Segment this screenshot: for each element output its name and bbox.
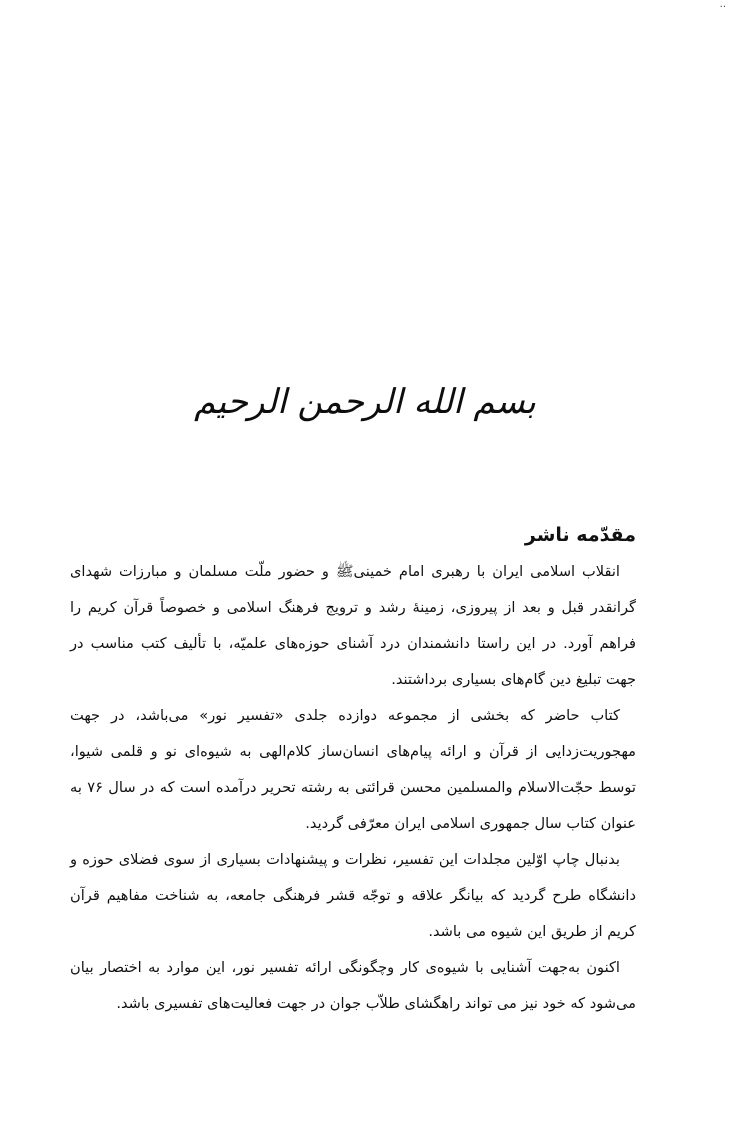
corner-mark: .. (719, 0, 726, 10)
preface-paragraph: اکنون به‌جهت آشنایی با شیوه‌ی کار وچگونگی ارائه تفسیر نور، این موارد به اختصار بیان می‌شود که خود نیز می تواند راهگشای طلاّب جوان در جهت فعالیت‌های تفسیری باشد. (70, 959, 636, 1012)
preface-section (70, 520, 636, 1022)
preface-paragraph: کتاب حاضر که بخشی از مجموعه دوازده جلدی «تفسیر نور» می‌باشد، در جهت مهجوریت‌زدایی از قرآن و ارائه پیام‌های انسان‌ساز کلام‌الهی به شیوه‌ای نو و قلمی شیوا، توسط حجّت‌الاسلام والمسلمین محسن قرائتی به رشته تحریر درآمده است که در سال ۷۶ به عنوان کتاب سال جمهوری اسلامی ایران معرّفی گردید. (70, 707, 636, 832)
basmala-text: بسم الله الرحمن الرحیم (194, 382, 536, 422)
preface-title: مقدّمه ناشر (524, 524, 636, 546)
basmala-calligraphy (0, 362, 730, 442)
preface-paragraph: بدنبال چاپ اوّلین مجلدات این تفسیر، نظرات و پیشنهادات بسیاری از سوی فضلای حوزه و دانشگاه طرح گردید که بیانگر علاقه و توجّه قشر فرهنگی جامعه، به شناخت مفاهیم قرآن کریم از طریق این شیوه می باشد. (70, 851, 636, 940)
preface-paragraph: انقلاب اسلامی ایران با رهبری امام خمینیﷺ و حضور ملّت مسلمان و مبارزات شهدای گرانقدر قبل و بعد از پیروزی، زمینهٔ رشد و ترویج فرهنگ اسلامی و خصوصاً قرآن کریم را فراهم آورد. در این راستا دانشمندان درد آشنای حوزه‌های علمیّه، با تألیف کتب مناسب در جهت تبلیغ دین گام‌های بسیاری برداشتند. (70, 563, 636, 688)
